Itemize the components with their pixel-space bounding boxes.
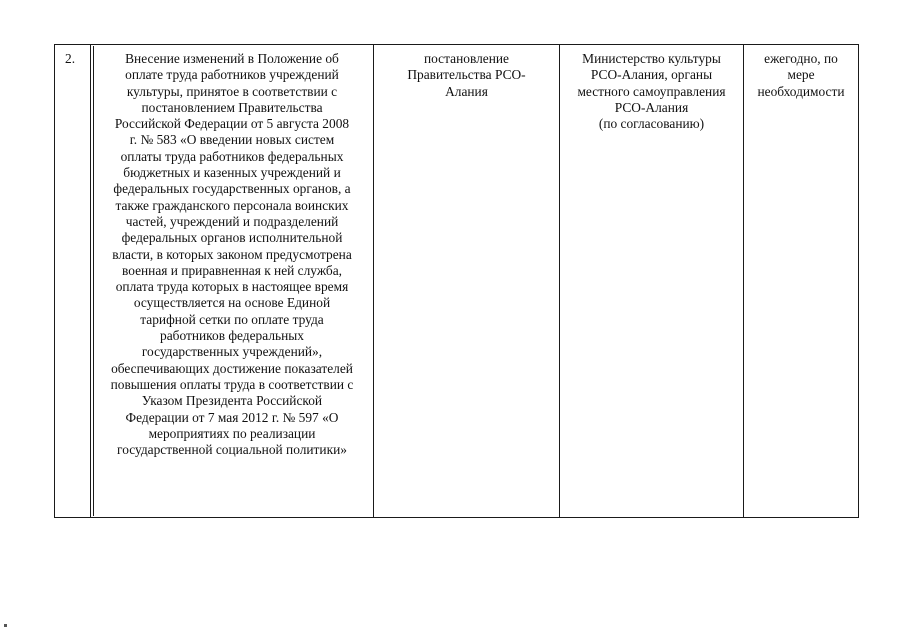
measures-table (54, 44, 859, 518)
deadline-text: ежегодно, по мере необходимости (757, 51, 845, 99)
measure-text: Внесение изменений в Положение об оплате труда работников учреждений культуры, принятое в соответствии с постановлением Правительства Российской Федерации от 5 августа 2008 г. № 583 «О введении новых систем оплаты труда работников федеральных бюджетных и казенных учреждений и федеральных государственных органов, а также гражданского персонала воинских частей, учреждений и подразделений федеральных органов исполнительной власти, в которых законом предусмотрена военная и приравненная к ней служба, оплата труда которых в настоящее время осуществляется на основе Единой тарифной сетки по оплате труда работников федеральных государственных учреждений», обеспечивающих достижение показателей повышения оплаты труда в соответствии с Указом Президента Российской Федерации от 7 мая 2012 г. № 597 «О мероприятиях по реализации государственной социальной политики» (110, 51, 354, 458)
responsible-cell (560, 45, 744, 518)
measure-cell (91, 45, 374, 518)
responsible-text: Министерство культуры РСО-Алания, органы местного самоуправления РСО-Алания (по согласованию) (577, 51, 726, 132)
row-number: 2. (65, 51, 76, 66)
document-type-cell (374, 45, 560, 518)
column-divider-line (93, 46, 94, 516)
deadline-cell (744, 45, 859, 518)
scan-speck (4, 624, 7, 627)
row-number-cell (55, 45, 91, 518)
document-type-text: постановление Правительства РСО- Алания (407, 51, 526, 99)
table-row (55, 45, 859, 518)
